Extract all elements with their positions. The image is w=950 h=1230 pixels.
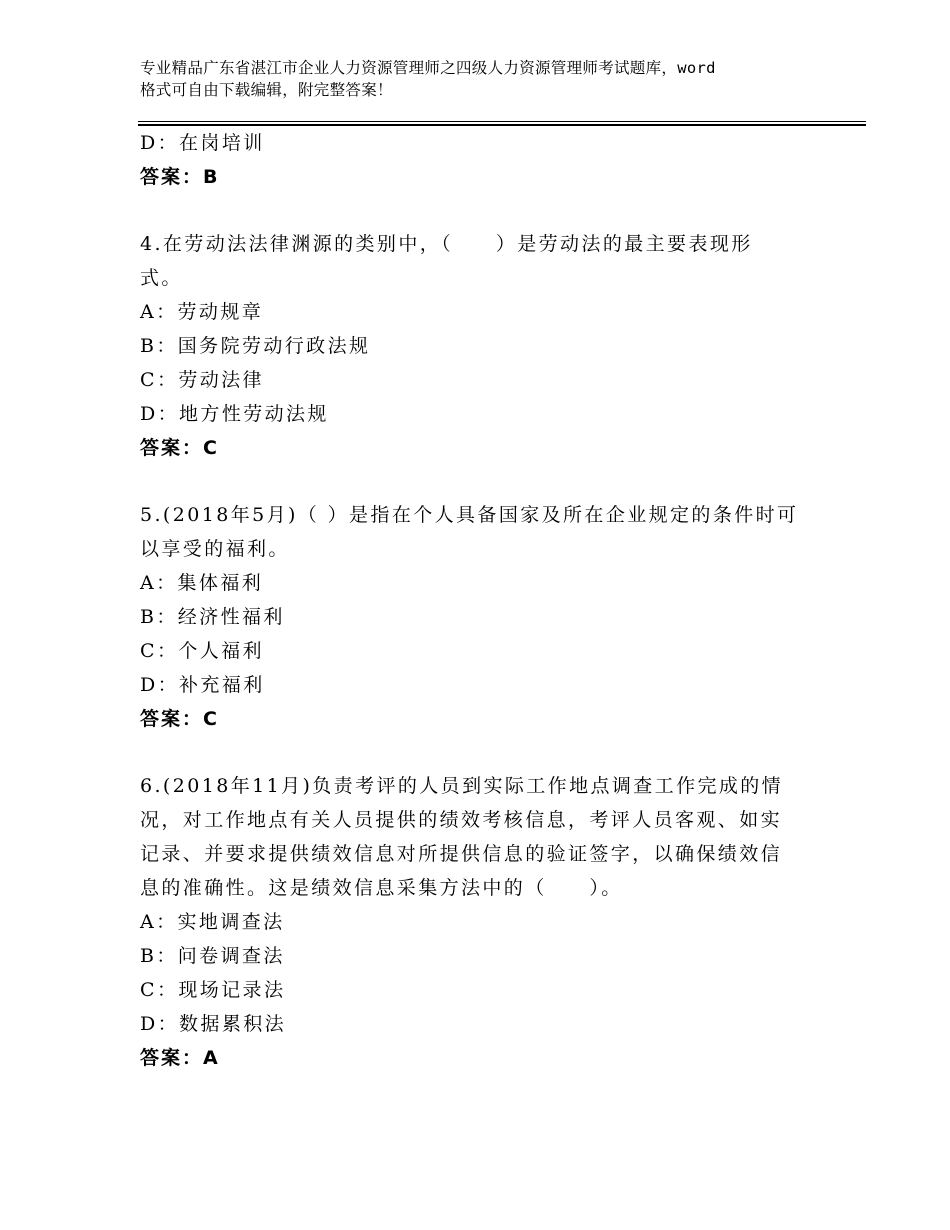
question-6-option-c: C：现场记录法 <box>140 979 286 1001</box>
question-5-stem-line: 以享受的福利。 <box>140 538 290 560</box>
header-title-line-1: 专业精品广东省湛江市企业人力资源管理师之四级人力资源管理师考试题库，word <box>140 59 716 77</box>
question-4-option-b: B：国务院劳动行政法规 <box>140 335 371 357</box>
question-5-option-d: D：补充福利 <box>140 674 265 696</box>
question-6-stem-line: 况，对工作地点有关人员提供的绩效考核信息，考评人员客观、如实 <box>140 809 783 831</box>
question-6-stem-line: 记录、并要求提供绩效信息对所提供信息的验证签字，以确保绩效信 <box>140 843 783 865</box>
question-6-stem-line: 6.(2018年11月)负责考评的人员到实际工作地点调查工作完成的情 <box>140 775 784 797</box>
question-6-stem-line: 息的准确性。这是绩效信息采集方法中的（ ）。 <box>140 877 623 899</box>
document-body <box>140 126 830 1075</box>
question-4-stem-line: 4.在劳动法法律渊源的类别中，（ ）是劳动法的最主要表现形 <box>140 233 753 255</box>
question-5-option-a: A：集体福利 <box>140 572 264 594</box>
question-4-answer: 答案：C <box>140 437 219 459</box>
question-4-option-a: A：劳动规章 <box>140 301 264 323</box>
question-4-stem-line: 式。 <box>140 267 183 289</box>
question-4 <box>140 227 830 465</box>
question-5 <box>140 498 830 736</box>
question-5-answer: 答案：C <box>140 708 219 730</box>
header-rule-thin <box>138 121 866 122</box>
header-title-line-2: 格式可自由下载编辑，附完整答案！ <box>140 81 393 99</box>
question-6-option-a: A：实地调查法 <box>140 911 285 933</box>
document-header <box>140 57 830 101</box>
question-5-stem-line: 5.(2018年5月)（ ）是指在个人具备国家及所在企业规定的条件时可 <box>140 504 799 526</box>
question-6-answer: 答案：A <box>140 1047 220 1069</box>
question-5-option-c: C：个人福利 <box>140 640 264 662</box>
question-6-option-d: D：数据累积法 <box>140 1013 287 1035</box>
question-3-option-d: D：在岗培训 <box>140 132 265 154</box>
question-4-option-d: D：地方性劳动法规 <box>140 403 329 425</box>
question-6 <box>140 769 830 1075</box>
question-6-option-b: B：问卷调查法 <box>140 945 285 967</box>
question-5-option-b: B：经济性福利 <box>140 606 285 628</box>
question-3-answer: 答案：B <box>140 166 220 188</box>
question-4-option-c: C：劳动法律 <box>140 369 264 391</box>
